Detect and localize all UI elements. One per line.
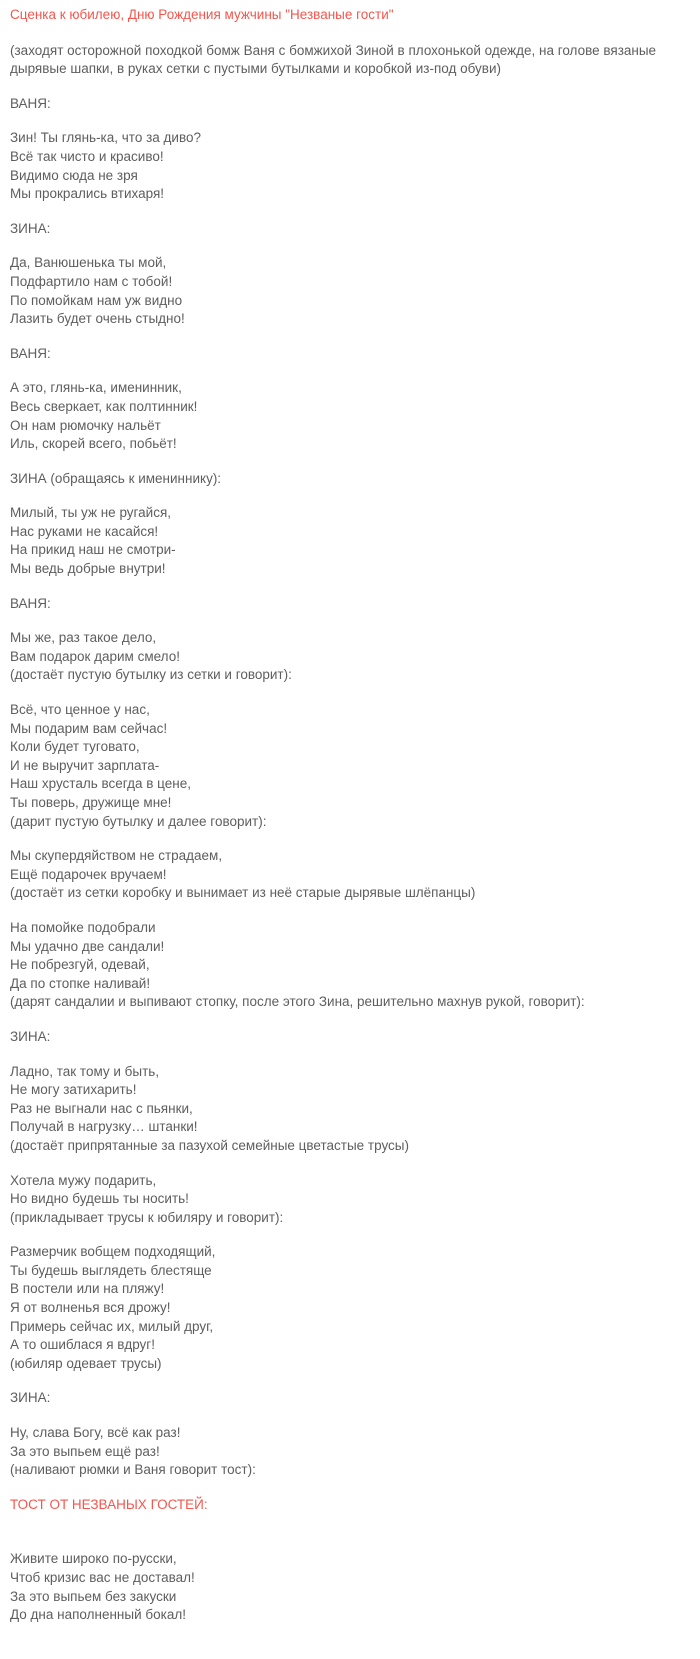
speaker-label: ВАНЯ: <box>10 595 51 611</box>
speaker-label: ВАНЯ: <box>10 345 51 361</box>
verse-block: Хотела мужу подарить, Но видно будешь ты носить! (прикладывает трусы к юбиляру и говорит): <box>10 1172 284 1225</box>
toast-heading: ТОСТ ОТ НЕЗВАНЫХ ГОСТЕЙ: <box>10 1496 208 1512</box>
verse-block: Ну, слава Богу, всё как раз! За это выпьем ещё раз! (наливают рюмки и Ваня говорит тост): <box>10 1425 256 1478</box>
verse-block: Мы скупердяйством не страдаем, Ещё подарочек вручаем! (достаёт из сетки коробку и вынимает из неё старые дырявые шлёпанцы) <box>10 848 476 901</box>
verse-block: А это, глянь-ка, именинник, Весь сверкает, как полтинник! Он нам рюмочку нальёт Иль, скорей всего, побьёт! <box>10 380 198 452</box>
verse-block: Ладно, так тому и быть, Не могу затихарить! Раз не выгнали нас с пьянки, Получай в нагрузку… штанки! (достаёт припрятанные за пазухой семейные цветастые трусы) <box>10 1063 410 1153</box>
stage-direction: (заходят осторожной походкой бомж Ваня с бомжихой Зиной в плохонькой одежде, на голове вязаные дырявые шапки, в руках сетки с пустыми бутылками и коробкой из-под обуви) <box>10 42 657 77</box>
verse-block: Размерчик вобщем подходящий, Ты будешь выглядеть блестяще В постели или на пляжу! Я от волненья вся дрожу! Примерь сейчас их, милый друг, А то ошиблася я вдруг! (юбиляр одевает трусы) <box>10 1244 216 1371</box>
verse-block: Да, Ванюшенька ты мой, Подфартило нам с тобой! По помойкам нам уж видно Лазить будет очень стыдно! <box>10 255 185 327</box>
verse-block: Милый, ты уж не ругайся, Нас руками не касайся! На прикид наш не смотри- Мы ведь добрые внутри! <box>10 505 176 577</box>
speaker-label: ЗИНА: <box>10 1390 51 1406</box>
speaker-label: ЗИНА (обращаясь к имениннику): <box>10 470 222 486</box>
verse-block: На помойке подобрали Мы удачно две сандали! Не побрезгуй, одевай, Да по стопке наливай! (дарят сандалии и выпивают стопку, после этого Зина, решительно махнув рукой, говорит): <box>10 919 585 1010</box>
speaker-label: ЗИНА: <box>10 1028 51 1044</box>
verse-block: Мы же, раз такое дело, Вам подарок дарим смело! (достаёт пустую бутылку из сетки и говорит): <box>10 630 292 683</box>
verse-block: Зин! Ты глянь-ка, что за диво? Всё так чисто и красиво! Видимо сюда не зря Мы прокрались втихаря! <box>10 130 201 202</box>
verse-block: Живите широко по-русски, Чтоб кризис вас не доставал! За это выпьем без закуски До дна наполненный бокал! <box>10 1551 195 1623</box>
speaker-label: ЗИНА: <box>10 220 51 236</box>
script-body <box>10 42 682 1625</box>
verse-block: Всё, что ценное у нас, Мы подарим вам сейчас! Коли будет туговато, И не выручит зарплата- Наш хрусталь всегда в цене, Ты поверь, дружище мне! (дарит пустую бутылку и далее говорит): <box>10 702 267 829</box>
page-title: Сценка к юбилею, Дню Рождения мужчины "Незваные гости" <box>10 7 394 22</box>
speaker-label: ВАНЯ: <box>10 95 51 111</box>
